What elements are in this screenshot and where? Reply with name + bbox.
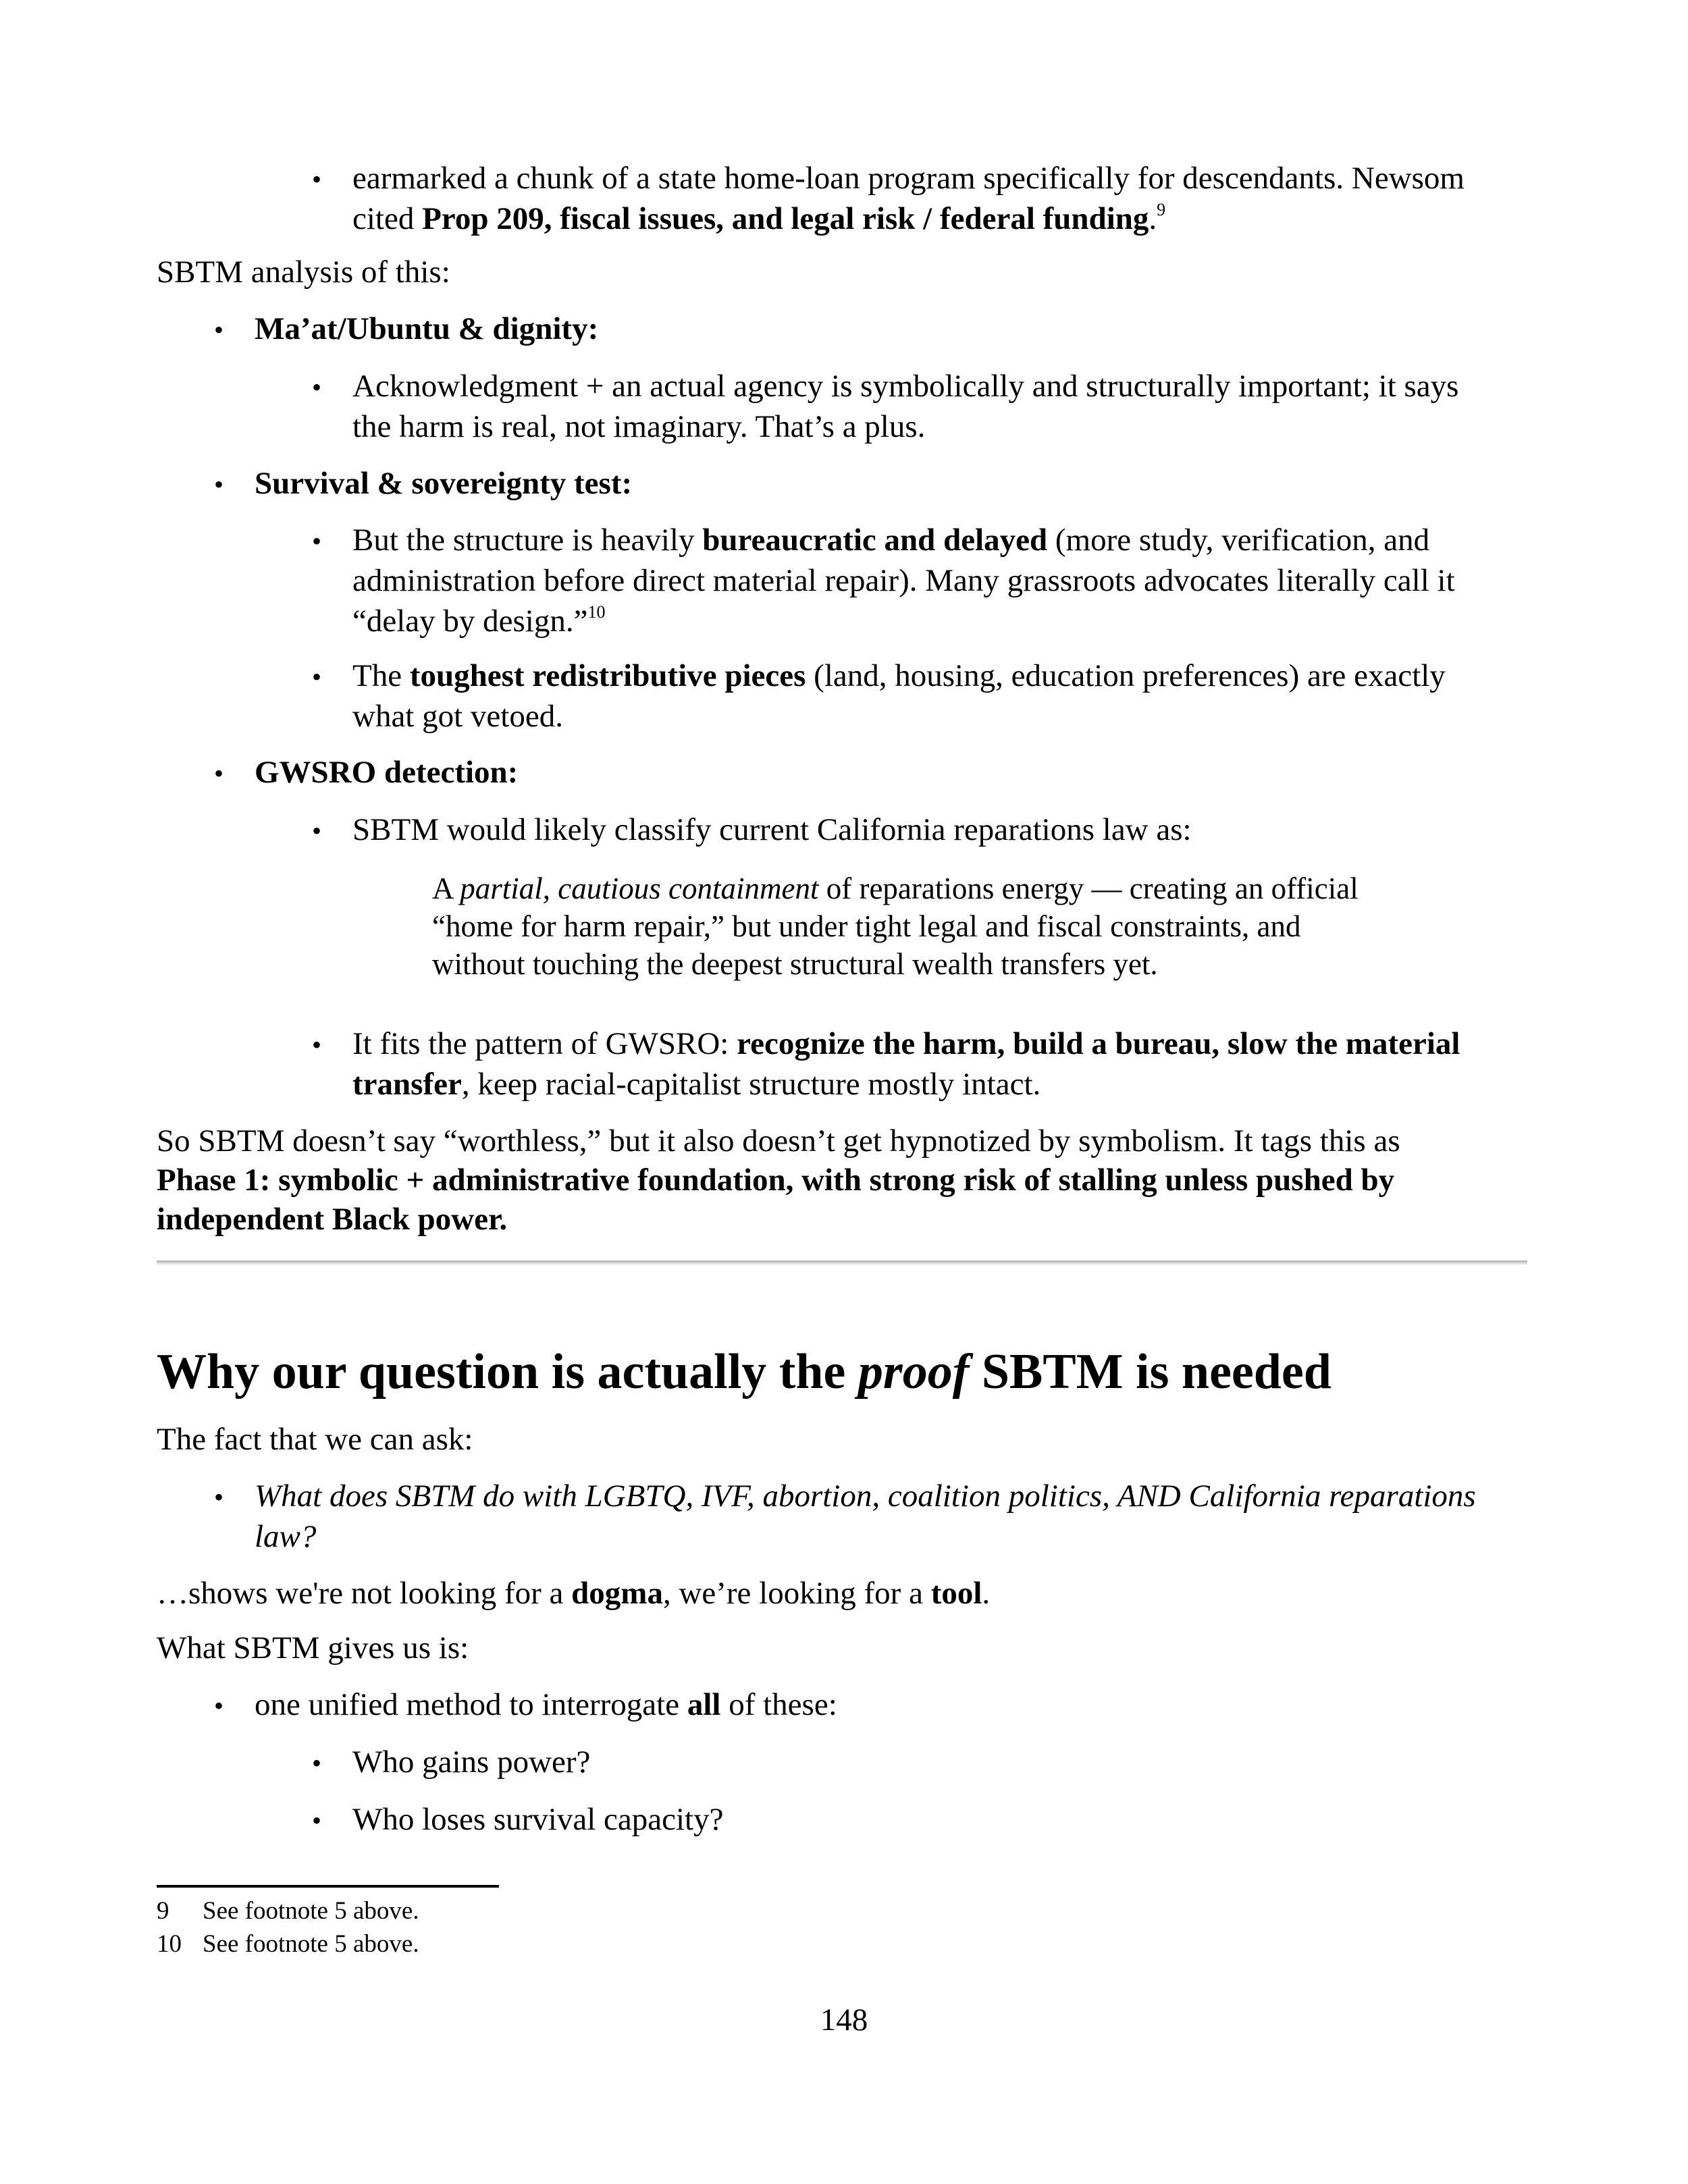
footnote bbox=[157, 1896, 169, 1926]
block-quote-line: without touching the deepest structural wealth transfers yet. bbox=[432, 947, 1158, 981]
bullet: • bbox=[214, 1482, 224, 1512]
list-item-text: cited Prop 209, fiscal issues, and legal risk / federal funding.$^9$ bbox=[352, 200, 1166, 236]
list-item-text: the harm is real, not imaginary. That’s a plus. bbox=[352, 409, 926, 444]
paragraph: independent Black power. bbox=[157, 1202, 508, 1237]
footnote-ref: 10 bbox=[587, 602, 606, 622]
list-item-text: what got vetoed. bbox=[352, 699, 563, 734]
list-heading: Ma’at/Ubuntu & dignity: bbox=[255, 311, 599, 346]
footnote bbox=[157, 1929, 182, 1959]
paragraph: What SBTM gives us is: bbox=[157, 1630, 469, 1666]
list-item-text: “delay by design.”$^{10}$ bbox=[352, 602, 606, 639]
bullet: • bbox=[312, 372, 322, 402]
list-item-text: Who loses survival capacity? bbox=[352, 1802, 724, 1837]
footnote-number: 9 bbox=[157, 1897, 169, 1925]
list-item-text: law? bbox=[255, 1519, 317, 1554]
block-quote-line: A partial, cautious containment of reparations energy — creating an official bbox=[432, 872, 1359, 905]
horizontal-rule bbox=[157, 1260, 1527, 1264]
bullet: • bbox=[312, 164, 322, 194]
list-item-text: Who gains power? bbox=[352, 1744, 591, 1780]
page-number: 148 bbox=[820, 2002, 868, 2037]
bullet: • bbox=[214, 1690, 224, 1721]
list-item-text: Acknowledgment + an actual agency is symbolically and structurally important; it says bbox=[352, 369, 1459, 404]
list-item-text: But the structure is heavily bureaucratic and delayed (more study, verification, and bbox=[352, 523, 1430, 558]
bullet: • bbox=[312, 526, 322, 556]
list-heading: GWSRO detection: bbox=[255, 755, 519, 790]
paragraph: The fact that we can ask: bbox=[157, 1422, 473, 1457]
list-item-text: earmarked a chunk of a state home-loan program specifically for descendants. Newsom bbox=[352, 161, 1465, 196]
section-heading: Why our question is actually the proof SBTM is needed bbox=[157, 1344, 1331, 1400]
bullet: • bbox=[312, 1748, 322, 1778]
paragraph: Phase 1: symbolic + administrative foundation, with strong risk of stalling unless pushed by bbox=[157, 1163, 1395, 1198]
list-item-text: one unified method to interrogate all of these: bbox=[255, 1687, 837, 1722]
list-item-text: The toughest redistributive pieces (land, housing, education preferences) are exactly bbox=[352, 658, 1446, 693]
list-item-text: What does SBTM do with LGBTQ, IVF, abortion, coalition politics, AND California reparations bbox=[255, 1479, 1476, 1514]
bullet: • bbox=[312, 1030, 322, 1060]
bullet: • bbox=[312, 816, 322, 846]
list-heading: Survival & sovereignty test: bbox=[255, 466, 633, 501]
bullet: • bbox=[312, 1805, 322, 1836]
footnote-text: See footnote 5 above. bbox=[203, 1930, 419, 1958]
list-item-text: It fits the pattern of GWSRO: recognize the harm, build a bureau, slow the material bbox=[352, 1026, 1460, 1061]
paragraph: SBTM analysis of this: bbox=[157, 255, 450, 290]
list-item-text: administration before direct material repair). Many grassroots advocates literally call it bbox=[352, 563, 1455, 598]
paragraph: So SBTM doesn’t say “worthless,” but it also doesn’t get hypnotized by symbolism. It tags this as bbox=[157, 1123, 1400, 1158]
footnote-text: See footnote 5 above. bbox=[203, 1897, 419, 1925]
bullet: • bbox=[214, 758, 224, 789]
paragraph: …shows we're not looking for a dogma, we’re looking for a tool. bbox=[157, 1576, 991, 1611]
list-item-text: transfer, keep racial-capitalist structure mostly intact. bbox=[352, 1067, 1041, 1102]
list-item-text: SBTM would likely classify current California reparations law as: bbox=[352, 812, 1192, 847]
block-quote-line: “home for harm repair,” but under tight legal and fiscal constraints, and bbox=[432, 909, 1301, 943]
footnote-number: 10 bbox=[157, 1930, 182, 1958]
bullet: • bbox=[214, 469, 224, 500]
bullet: • bbox=[312, 662, 322, 692]
bullet: • bbox=[214, 315, 224, 345]
footnote-ref: 9 bbox=[1157, 200, 1166, 219]
footnote-separator bbox=[157, 1885, 499, 1888]
